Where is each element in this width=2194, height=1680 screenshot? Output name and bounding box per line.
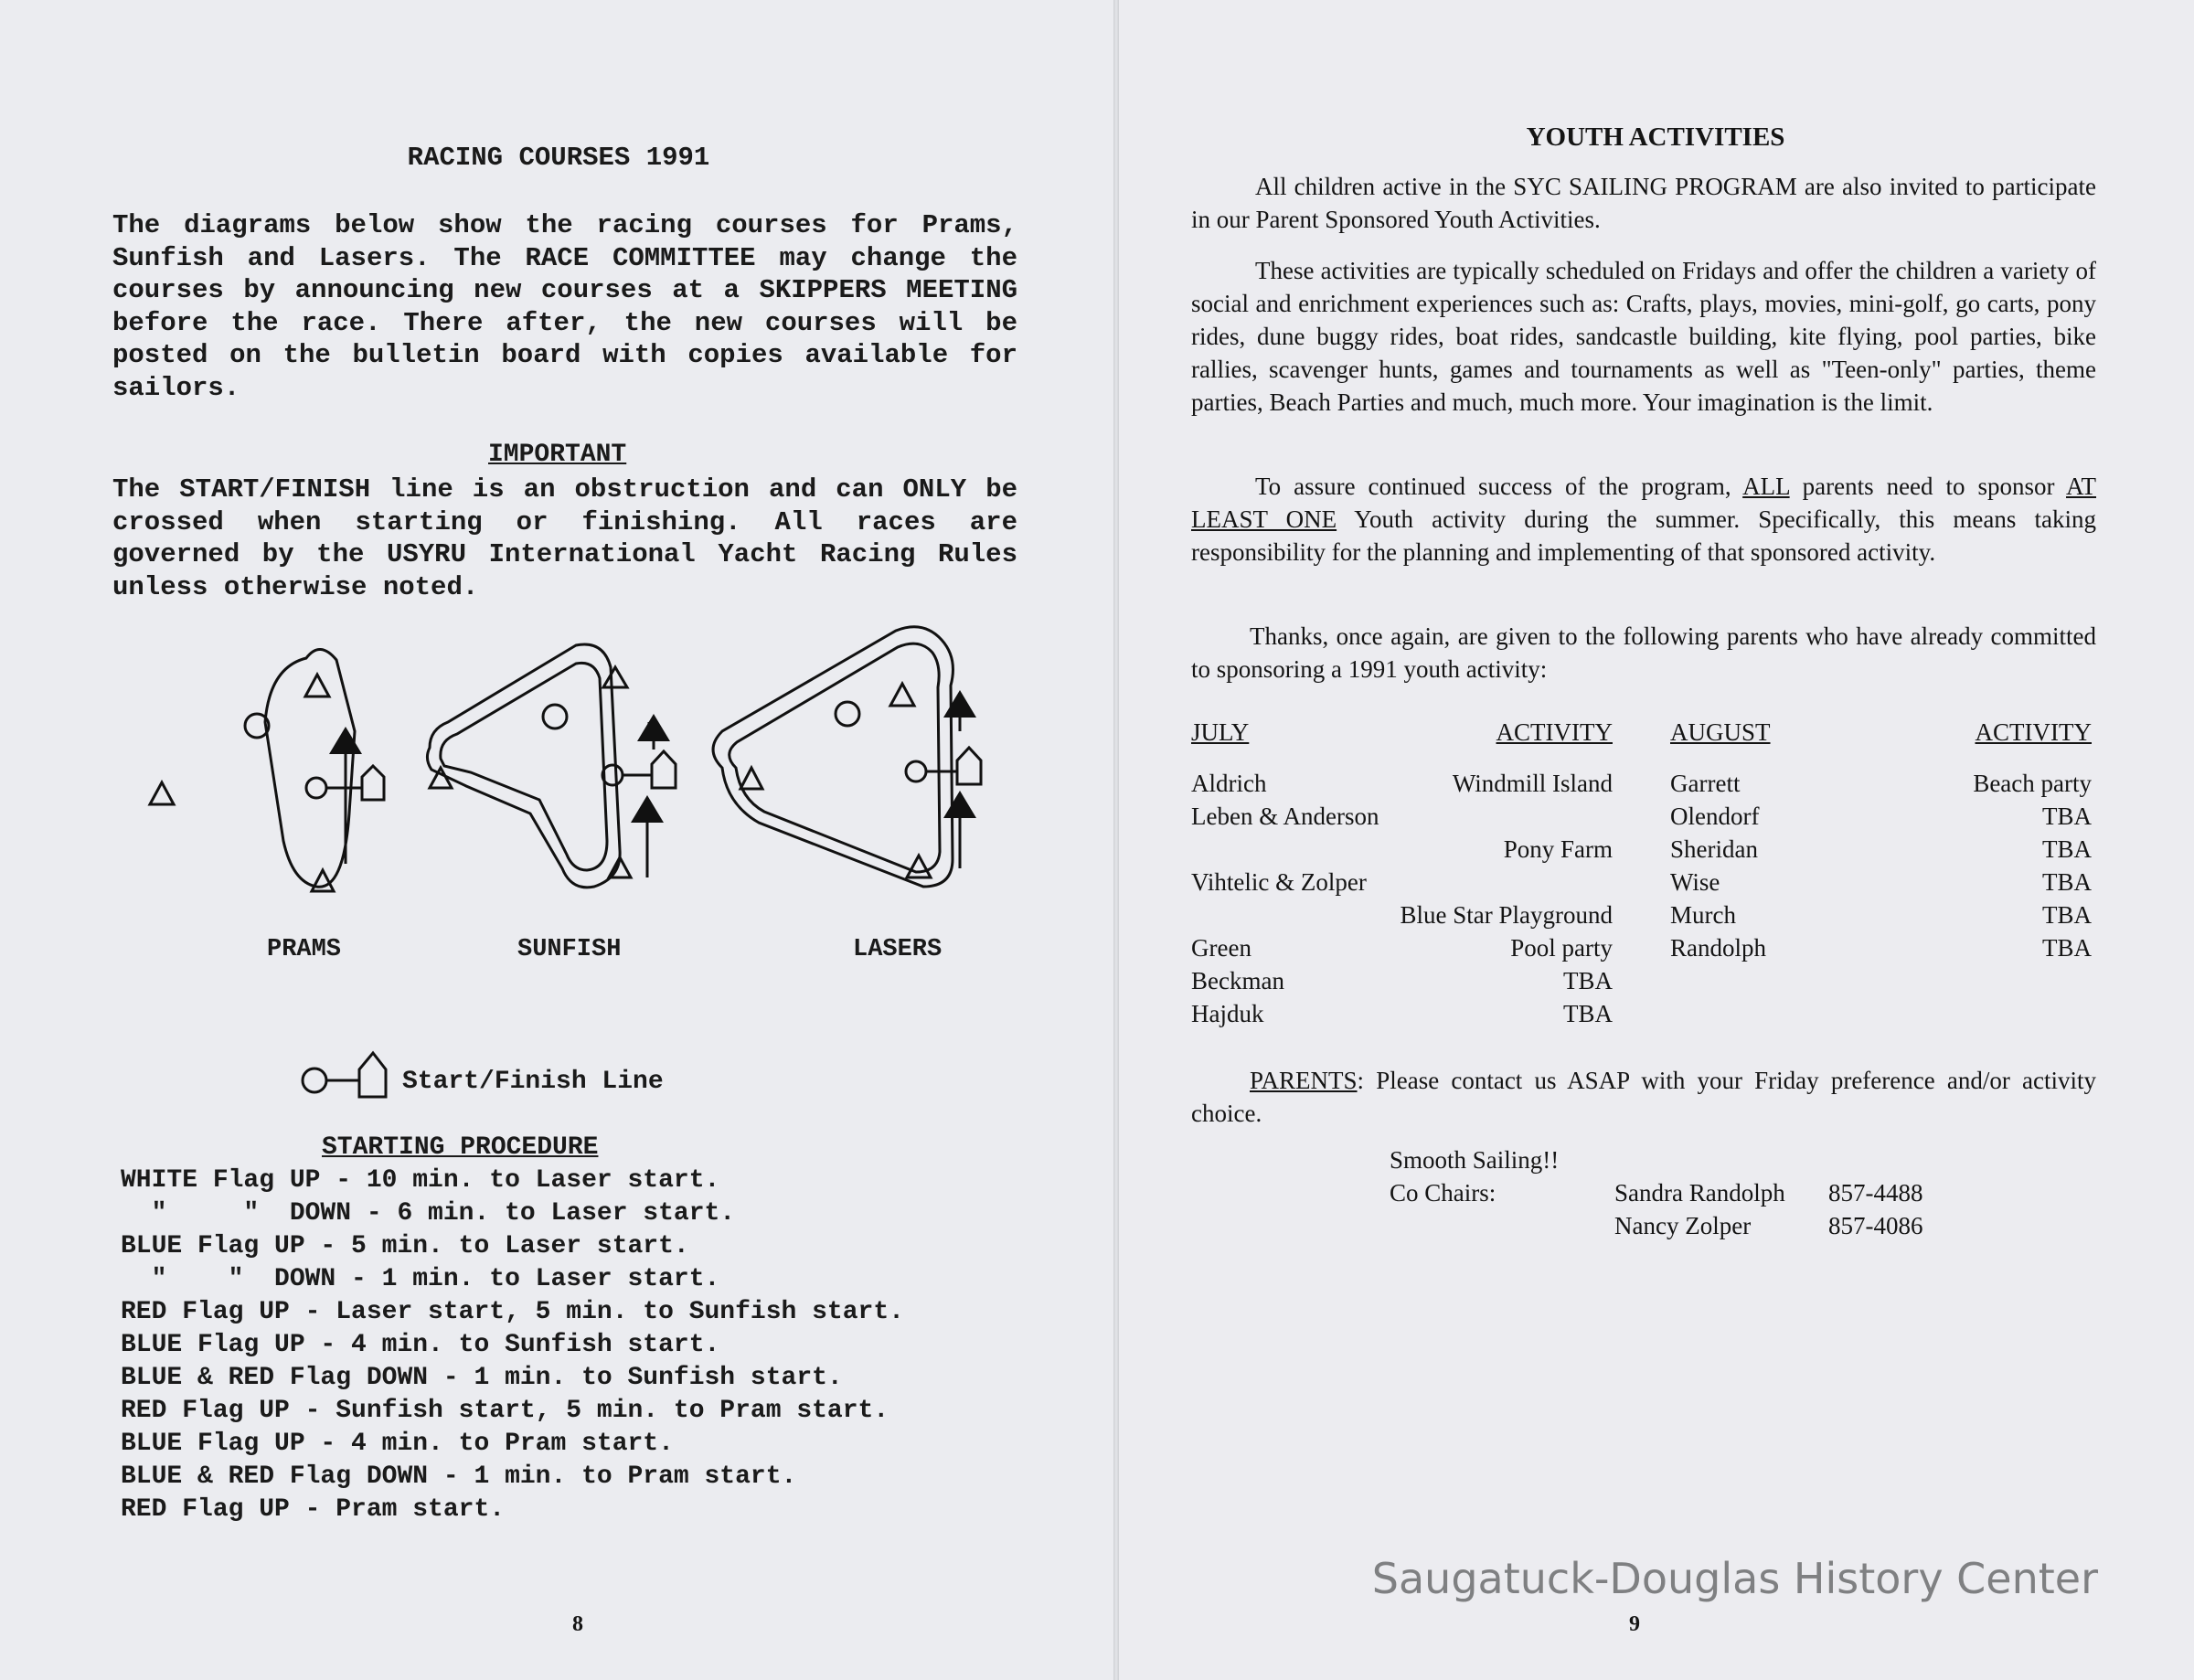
chair-name: Nancy Zolper <box>1614 1212 1752 1239</box>
signoff: Smooth Sailing!! <box>1390 1146 1560 1174</box>
p3-text-b: parents need to sponsor <box>1789 473 2067 500</box>
header-july: JULY <box>1191 718 1250 746</box>
july-name: Vihtelic & Zolper <box>1191 868 1367 896</box>
lasers-course-path <box>713 627 953 887</box>
august-activity: TBA <box>2042 835 2092 863</box>
july-name: Leben & Anderson <box>1191 803 1379 830</box>
procedure-line: BLUE & RED Flag DOWN - 1 min. to Sunfish start. <box>121 1364 843 1392</box>
sunfish-course-path <box>427 644 620 888</box>
july-activity: Pony Farm <box>1503 835 1613 863</box>
august-activity: TBA <box>2042 901 2092 929</box>
youth-paragraph-3 <box>1191 470 2096 569</box>
august-name: Randolph <box>1670 934 1766 962</box>
procedure-line: BLUE Flag UP - 5 min. to Laser start. <box>121 1232 689 1260</box>
procedure-line: BLUE Flag UP - 4 min. to Sunfish start. <box>121 1331 720 1359</box>
august-name: Garrett <box>1670 770 1741 797</box>
july-name: Aldrich <box>1191 770 1267 797</box>
youth-activities-title: YOUTH ACTIVITIES <box>1526 122 1785 152</box>
start-finish-icon <box>298 1047 408 1104</box>
procedure-line: BLUE Flag UP - 4 min. to Pram start. <box>121 1430 674 1458</box>
important-paragraph: The START/FINISH line is an obstruction and can ONLY be crossed when starting or finishing. All races are governed by the USYRU International Yacht Racing Rules unless otherwise noted. <box>112 474 1017 602</box>
p3-text-a: To assure continued success of the program, <box>1255 473 1743 500</box>
procedure-line: RED Flag UP - Sunfish start, 5 min. to Pram start. <box>121 1397 889 1425</box>
course-diagrams <box>119 612 996 914</box>
procedure-line: BLUE & RED Flag DOWN - 1 min. to Pram start. <box>121 1462 797 1491</box>
page-number-right: 9 <box>1629 1612 1640 1636</box>
august-activity: TBA <box>2042 934 2092 962</box>
p3-at-least-one: AT LEAST ONE <box>1191 473 2097 533</box>
header-activity-july: ACTIVITY <box>1496 718 1613 746</box>
july-activity: Blue Star Playground <box>1400 901 1613 929</box>
prams-course-path <box>265 649 355 887</box>
chair-phone: 857-4086 <box>1828 1212 1923 1239</box>
august-activity: Beach party <box>1973 770 2092 797</box>
course-label-lasers: LASERS <box>853 936 943 963</box>
course-label-prams: PRAMS <box>267 936 342 963</box>
parents-paragraph <box>1191 1064 2096 1130</box>
august-activity: TBA <box>2042 868 2092 896</box>
august-name: Olendorf <box>1670 803 1760 830</box>
july-activity: TBA <box>1563 967 1613 994</box>
chair-phone: 857-4488 <box>1828 1179 1923 1207</box>
july-activity: TBA <box>1563 1000 1613 1027</box>
racing-courses-title: RACING COURSES 1991 <box>407 143 710 173</box>
youth-paragraph-4: Thanks, once again, are given to the following parents who have already committed to sponsoring a 1991 youth activity: <box>1191 622 2096 683</box>
legend-label: Start/Finish Line <box>402 1068 664 1096</box>
parents-label: PARENTS <box>1250 1067 1358 1094</box>
july-name: Green <box>1191 934 1251 962</box>
header-august: AUGUST <box>1670 718 1771 746</box>
header-activity-august: ACTIVITY <box>1975 718 2092 746</box>
procedure-line: RED Flag UP - Laser start, 5 min. to Sunfish start. <box>121 1298 904 1326</box>
p3-all: ALL <box>1742 473 1790 500</box>
august-activity: TBA <box>2042 803 2092 830</box>
chair-name: Sandra Randolph <box>1614 1179 1785 1207</box>
procedure-line: " " DOWN - 6 min. to Laser start. <box>121 1199 736 1228</box>
cochairs-label: Co Chairs: <box>1390 1179 1496 1207</box>
august-name: Wise <box>1670 868 1720 896</box>
procedure-line: RED Flag UP - Pram start. <box>121 1495 506 1524</box>
procedure-line: WHITE Flag UP - 10 min. to Laser start. <box>121 1166 720 1195</box>
youth-paragraph-1: All children active in the SYC SAILING PROGRAM are also invited to participate in our Parent Sponsored Youth Activities. <box>1191 173 2096 233</box>
starting-procedure-heading: STARTING PROCEDURE <box>322 1133 599 1162</box>
mark-triangle-icon <box>150 782 174 804</box>
page-gutter <box>1113 0 1119 1680</box>
racing-intro-paragraph: The diagrams below show the racing courses for Prams, Sunfish and Lasers. The RACE COMMITTEE may change the courses by announcing new courses at a SKIPPERS MEETING before the race. There after, the new courses will be posted on the bulletin board with copies available for sailors. <box>112 210 1017 403</box>
july-activity: Windmill Island <box>1452 770 1613 797</box>
important-heading: IMPORTANT <box>488 441 627 469</box>
youth-paragraph-2: These activities are typically scheduled on Fridays and offer the children a variety of social and enrichment experiences such as: Crafts, plays, movies, mini-golf, go carts, pony rides, dune buggy rides, boat rides, sandcastle building, kite flying, pool parties, bike rallies, scavenger hunts, games and tournaments as well as "Teen-only" parties, theme parties, Beach Parties and much, much more. Your imagination is the limit. <box>1191 257 2096 416</box>
july-name: Hajduk <box>1191 1000 1264 1027</box>
august-name: Sheridan <box>1670 835 1758 863</box>
july-name: Beckman <box>1191 967 1284 994</box>
history-center-watermark: Saugatuck-Douglas History Center <box>1371 1554 2098 1603</box>
p3-text-c: Youth activity during the summer. Specifically, this means taking responsibility for the planning and implementing of that sponsored activity. <box>1191 505 2096 566</box>
course-label-sunfish: SUNFISH <box>517 936 622 963</box>
july-activity: Pool party <box>1510 934 1613 962</box>
procedure-line: " " DOWN - 1 min. to Laser start. <box>121 1265 720 1293</box>
parents-text: : Please contact us ASAP with your Friday preference and/or activity choice. <box>1191 1067 2096 1127</box>
august-name: Murch <box>1670 901 1736 929</box>
page-number-left: 8 <box>572 1612 583 1636</box>
